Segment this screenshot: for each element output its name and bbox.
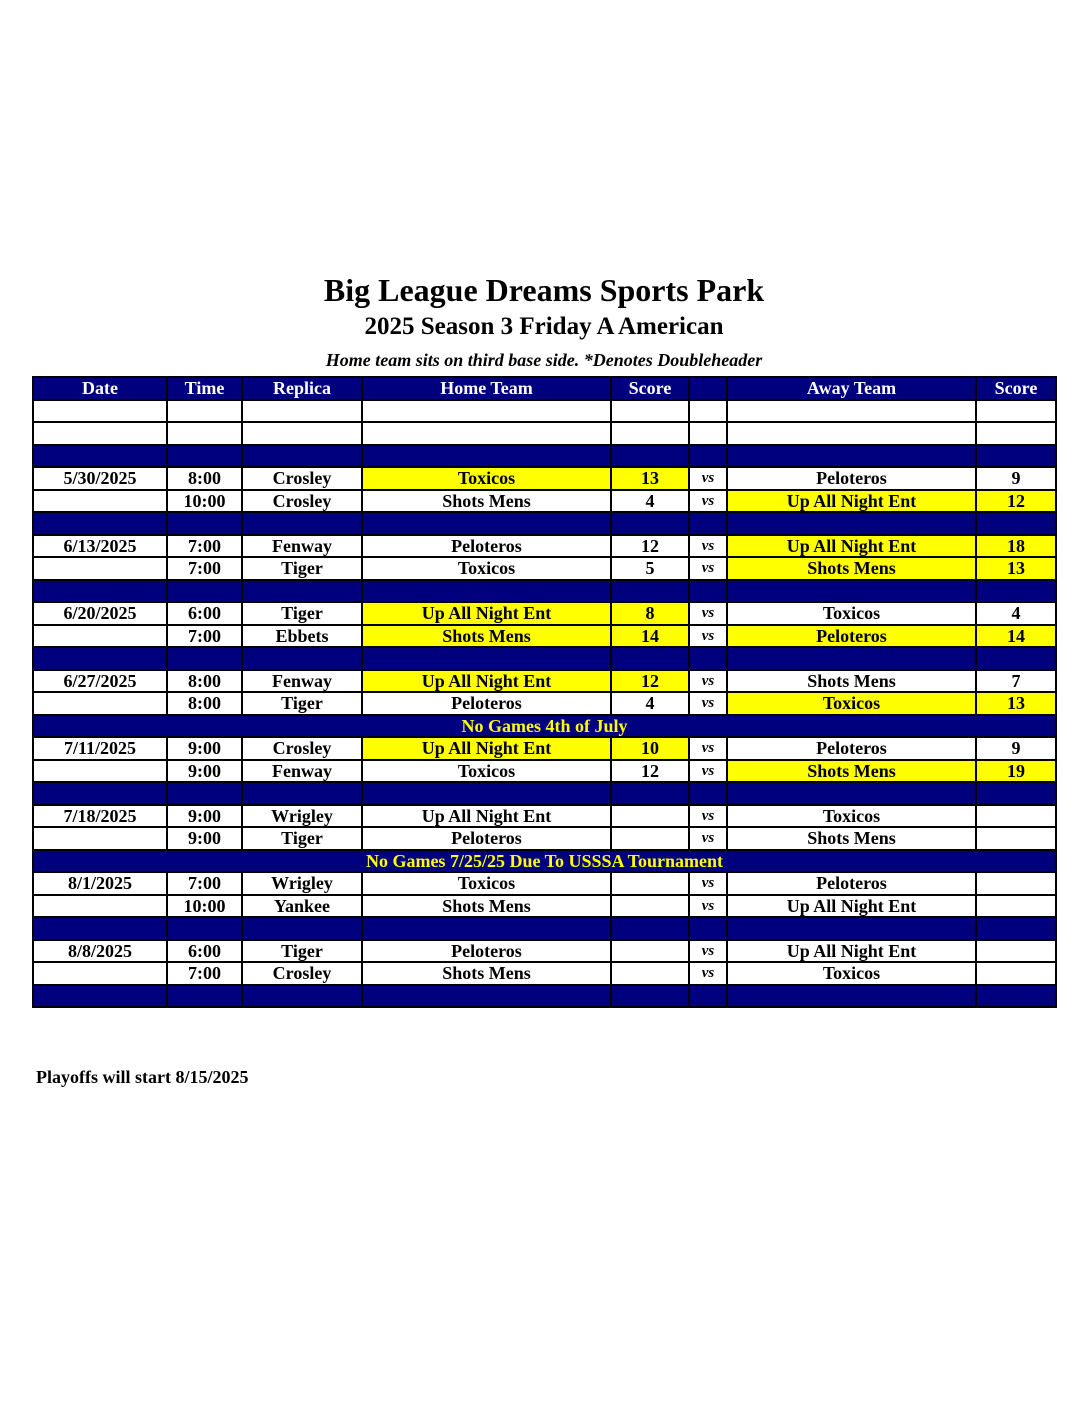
empty-cell (727, 445, 976, 468)
away-team-cell: Shots Mens (727, 557, 976, 580)
empty-cell (976, 647, 1056, 670)
home-score-cell: 12 (611, 670, 689, 693)
banner-row (33, 850, 1056, 873)
empty-cell (167, 512, 242, 535)
empty-cell (362, 422, 611, 445)
column-header-home-team: Home Team (362, 377, 611, 400)
home-score-cell: 13 (611, 467, 689, 490)
date-cell: 6/13/2025 (33, 535, 167, 558)
table-row (33, 737, 1056, 760)
away-team-cell: Up All Night Ent (727, 490, 976, 513)
date-cell: 6/20/2025 (33, 602, 167, 625)
empty-cell (242, 985, 362, 1008)
empty-cell (976, 445, 1056, 468)
vs-cell: vs (689, 557, 727, 580)
empty-cell (727, 985, 976, 1008)
empty-cell (242, 580, 362, 603)
date-cell (33, 557, 167, 580)
home-score-cell: 12 (611, 535, 689, 558)
date-cell (33, 895, 167, 918)
column-header-away-team: Away Team (727, 377, 976, 400)
date-cell (33, 490, 167, 513)
away-team-cell: Shots Mens (727, 760, 976, 783)
replica-cell: Wrigley (242, 872, 362, 895)
separator-row (33, 445, 1056, 468)
empty-cell (689, 400, 727, 423)
home-score-cell (611, 962, 689, 985)
banner-text: No Games 7/25/25 Due To USSSA Tournament (33, 850, 1056, 873)
date-cell (33, 760, 167, 783)
empty-cell (167, 422, 242, 445)
table-row (33, 940, 1056, 963)
away-team-cell: Toxicos (727, 692, 976, 715)
empty-cell (362, 400, 611, 423)
table-row (33, 535, 1056, 558)
time-cell: 7:00 (167, 557, 242, 580)
replica-cell: Tiger (242, 557, 362, 580)
date-cell (33, 962, 167, 985)
empty-cell (362, 580, 611, 603)
empty-cell (976, 917, 1056, 940)
column-header-date: Date (33, 377, 167, 400)
home-score-cell (611, 872, 689, 895)
replica-cell: Fenway (242, 760, 362, 783)
home-team-cell: Peloteros (362, 827, 611, 850)
vs-cell: vs (689, 602, 727, 625)
empty-cell (611, 782, 689, 805)
empty-cell (33, 580, 167, 603)
away-score-cell (976, 895, 1056, 918)
time-cell: 9:00 (167, 827, 242, 850)
home-team-cell: Shots Mens (362, 490, 611, 513)
empty-cell (362, 512, 611, 535)
away-team-cell: Up All Night Ent (727, 535, 976, 558)
date-cell (33, 692, 167, 715)
time-cell: 7:00 (167, 625, 242, 648)
empty-cell (611, 445, 689, 468)
empty-cell (362, 985, 611, 1008)
replica-cell: Tiger (242, 692, 362, 715)
empty-cell (611, 647, 689, 670)
empty-cell (33, 445, 167, 468)
replica-cell: Fenway (242, 670, 362, 693)
empty-cell (242, 445, 362, 468)
empty-cell (242, 422, 362, 445)
empty-cell (362, 647, 611, 670)
away-team-cell: Toxicos (727, 962, 976, 985)
empty-cell (611, 985, 689, 1008)
date-cell: 8/1/2025 (33, 872, 167, 895)
vs-cell: vs (689, 940, 727, 963)
away-team-cell: Peloteros (727, 625, 976, 648)
away-score-cell: 9 (976, 467, 1056, 490)
vs-cell: vs (689, 872, 727, 895)
empty-cell (33, 422, 167, 445)
table-row (33, 805, 1056, 828)
empty-cell (167, 580, 242, 603)
away-team-cell: Peloteros (727, 467, 976, 490)
home-team-cell: Toxicos (362, 872, 611, 895)
away-score-cell: 14 (976, 625, 1056, 648)
empty-cell (33, 985, 167, 1008)
vs-cell: vs (689, 692, 727, 715)
table-row (33, 760, 1056, 783)
replica-cell: Tiger (242, 602, 362, 625)
vs-cell: vs (689, 760, 727, 783)
column-header-time: Time (167, 377, 242, 400)
empty-cell (33, 512, 167, 535)
separator-row (33, 647, 1056, 670)
vs-cell: vs (689, 670, 727, 693)
home-team-cell: Toxicos (362, 760, 611, 783)
time-cell: 9:00 (167, 737, 242, 760)
replica-cell: Tiger (242, 940, 362, 963)
vs-cell: vs (689, 737, 727, 760)
column-header-home-score: Score (611, 377, 689, 400)
empty-cell (362, 782, 611, 805)
empty-cell (727, 782, 976, 805)
blank-row (33, 400, 1056, 423)
empty-cell (976, 400, 1056, 423)
time-cell: 10:00 (167, 895, 242, 918)
empty-cell (611, 580, 689, 603)
empty-cell (611, 512, 689, 535)
vs-cell: vs (689, 962, 727, 985)
separator-row (33, 782, 1056, 805)
home-score-cell (611, 805, 689, 828)
empty-cell (727, 647, 976, 670)
vs-cell: vs (689, 895, 727, 918)
home-score-cell: 4 (611, 692, 689, 715)
empty-cell (167, 782, 242, 805)
table-row (33, 467, 1056, 490)
time-cell: 7:00 (167, 535, 242, 558)
replica-cell: Crosley (242, 490, 362, 513)
vs-cell: vs (689, 467, 727, 490)
empty-cell (33, 917, 167, 940)
home-team-cell: Toxicos (362, 557, 611, 580)
empty-cell (976, 985, 1056, 1008)
date-cell: 6/27/2025 (33, 670, 167, 693)
empty-cell (167, 985, 242, 1008)
home-team-cell: Up All Night Ent (362, 670, 611, 693)
time-cell: 9:00 (167, 805, 242, 828)
table-row (33, 692, 1056, 715)
away-team-cell: Peloteros (727, 737, 976, 760)
time-cell: 8:00 (167, 692, 242, 715)
schedule-note: Home team sits on third base side. *Denotes Doubleheader (325, 350, 763, 370)
empty-cell (727, 917, 976, 940)
replica-cell: Ebbets (242, 625, 362, 648)
empty-cell (689, 917, 727, 940)
page-title: Big League Dreams Sports Park (323, 272, 765, 308)
date-cell (33, 827, 167, 850)
banner-text: No Games 4th of July (33, 715, 1056, 738)
empty-cell (242, 512, 362, 535)
away-team-cell: Shots Mens (727, 670, 976, 693)
time-cell: 6:00 (167, 602, 242, 625)
empty-cell (362, 445, 611, 468)
empty-cell (689, 512, 727, 535)
home-team-cell: Up All Night Ent (362, 602, 611, 625)
away-score-cell (976, 827, 1056, 850)
separator-row (33, 580, 1056, 603)
home-score-cell (611, 895, 689, 918)
empty-cell (611, 422, 689, 445)
home-team-cell: Shots Mens (362, 625, 611, 648)
empty-cell (242, 400, 362, 423)
empty-cell (242, 917, 362, 940)
blank-row (33, 422, 1056, 445)
home-score-cell (611, 827, 689, 850)
date-cell: 7/18/2025 (33, 805, 167, 828)
schedule-table (32, 376, 1057, 1008)
banner-row (33, 715, 1056, 738)
column-header-away-score: Score (976, 377, 1056, 400)
replica-cell: Tiger (242, 827, 362, 850)
empty-cell (727, 422, 976, 445)
empty-cell (167, 445, 242, 468)
empty-cell (167, 400, 242, 423)
home-score-cell: 8 (611, 602, 689, 625)
vs-cell: vs (689, 805, 727, 828)
home-team-cell: Shots Mens (362, 962, 611, 985)
vs-cell: vs (689, 625, 727, 648)
replica-cell: Fenway (242, 535, 362, 558)
replica-cell: Crosley (242, 737, 362, 760)
home-team-cell: Peloteros (362, 940, 611, 963)
away-team-cell: Up All Night Ent (727, 940, 976, 963)
table-header-row (33, 377, 1056, 400)
empty-cell (689, 985, 727, 1008)
time-cell: 10:00 (167, 490, 242, 513)
table-row (33, 602, 1056, 625)
home-score-cell: 12 (611, 760, 689, 783)
home-team-cell: Up All Night Ent (362, 737, 611, 760)
empty-cell (242, 647, 362, 670)
home-team-cell: Up All Night Ent (362, 805, 611, 828)
replica-cell: Crosley (242, 467, 362, 490)
away-team-cell: Toxicos (727, 602, 976, 625)
home-score-cell: 5 (611, 557, 689, 580)
empty-cell (727, 400, 976, 423)
empty-cell (976, 580, 1056, 603)
home-score-cell: 4 (611, 490, 689, 513)
home-team-cell: Peloteros (362, 692, 611, 715)
date-cell: 8/8/2025 (33, 940, 167, 963)
empty-cell (611, 400, 689, 423)
time-cell: 6:00 (167, 940, 242, 963)
empty-cell (727, 512, 976, 535)
table-row (33, 895, 1056, 918)
away-score-cell: 19 (976, 760, 1056, 783)
empty-cell (167, 647, 242, 670)
table-row (33, 872, 1056, 895)
empty-cell (167, 917, 242, 940)
home-team-cell: Peloteros (362, 535, 611, 558)
away-score-cell: 9 (976, 737, 1056, 760)
time-cell: 8:00 (167, 670, 242, 693)
home-score-cell: 14 (611, 625, 689, 648)
empty-cell (689, 580, 727, 603)
column-header-vs (689, 377, 727, 400)
away-team-cell: Toxicos (727, 805, 976, 828)
away-score-cell: 13 (976, 692, 1056, 715)
vs-cell: vs (689, 827, 727, 850)
away-score-cell (976, 962, 1056, 985)
replica-cell: Yankee (242, 895, 362, 918)
date-cell (33, 625, 167, 648)
time-cell: 9:00 (167, 760, 242, 783)
empty-cell (689, 782, 727, 805)
empty-cell (611, 917, 689, 940)
away-score-cell (976, 872, 1056, 895)
table-row (33, 962, 1056, 985)
vs-cell: vs (689, 490, 727, 513)
table-row (33, 670, 1056, 693)
time-cell: 8:00 (167, 467, 242, 490)
empty-cell (33, 782, 167, 805)
empty-cell (362, 917, 611, 940)
away-score-cell (976, 940, 1056, 963)
empty-cell (689, 445, 727, 468)
away-score-cell: 13 (976, 557, 1056, 580)
home-team-cell: Toxicos (362, 467, 611, 490)
replica-cell: Crosley (242, 962, 362, 985)
home-score-cell (611, 940, 689, 963)
column-header-replica: Replica (242, 377, 362, 400)
time-cell: 7:00 (167, 872, 242, 895)
playoffs-note: Playoffs will start 8/15/2025 (36, 1067, 249, 1087)
away-score-cell (976, 805, 1056, 828)
separator-row (33, 512, 1056, 535)
page-subtitle: 2025 Season 3 Friday A American (364, 313, 724, 340)
home-team-cell: Shots Mens (362, 895, 611, 918)
schedule-body (33, 400, 1056, 1008)
separator-row (33, 985, 1056, 1008)
away-score-cell: 4 (976, 602, 1056, 625)
table-row (33, 557, 1056, 580)
separator-row (33, 917, 1056, 940)
away-team-cell: Shots Mens (727, 827, 976, 850)
empty-cell (33, 400, 167, 423)
away-team-cell: Peloteros (727, 872, 976, 895)
empty-cell (689, 647, 727, 670)
table-row (33, 827, 1056, 850)
replica-cell: Wrigley (242, 805, 362, 828)
away-score-cell: 12 (976, 490, 1056, 513)
away-score-cell: 18 (976, 535, 1056, 558)
empty-cell (976, 782, 1056, 805)
empty-cell (976, 512, 1056, 535)
date-cell: 5/30/2025 (33, 467, 167, 490)
table-row (33, 625, 1056, 648)
empty-cell (689, 422, 727, 445)
away-team-cell: Up All Night Ent (727, 895, 976, 918)
empty-cell (33, 647, 167, 670)
away-score-cell: 7 (976, 670, 1056, 693)
time-cell: 7:00 (167, 962, 242, 985)
vs-cell: vs (689, 535, 727, 558)
date-cell: 7/11/2025 (33, 737, 167, 760)
empty-cell (242, 782, 362, 805)
empty-cell (727, 580, 976, 603)
table-row (33, 490, 1056, 513)
empty-cell (976, 422, 1056, 445)
home-score-cell: 10 (611, 737, 689, 760)
